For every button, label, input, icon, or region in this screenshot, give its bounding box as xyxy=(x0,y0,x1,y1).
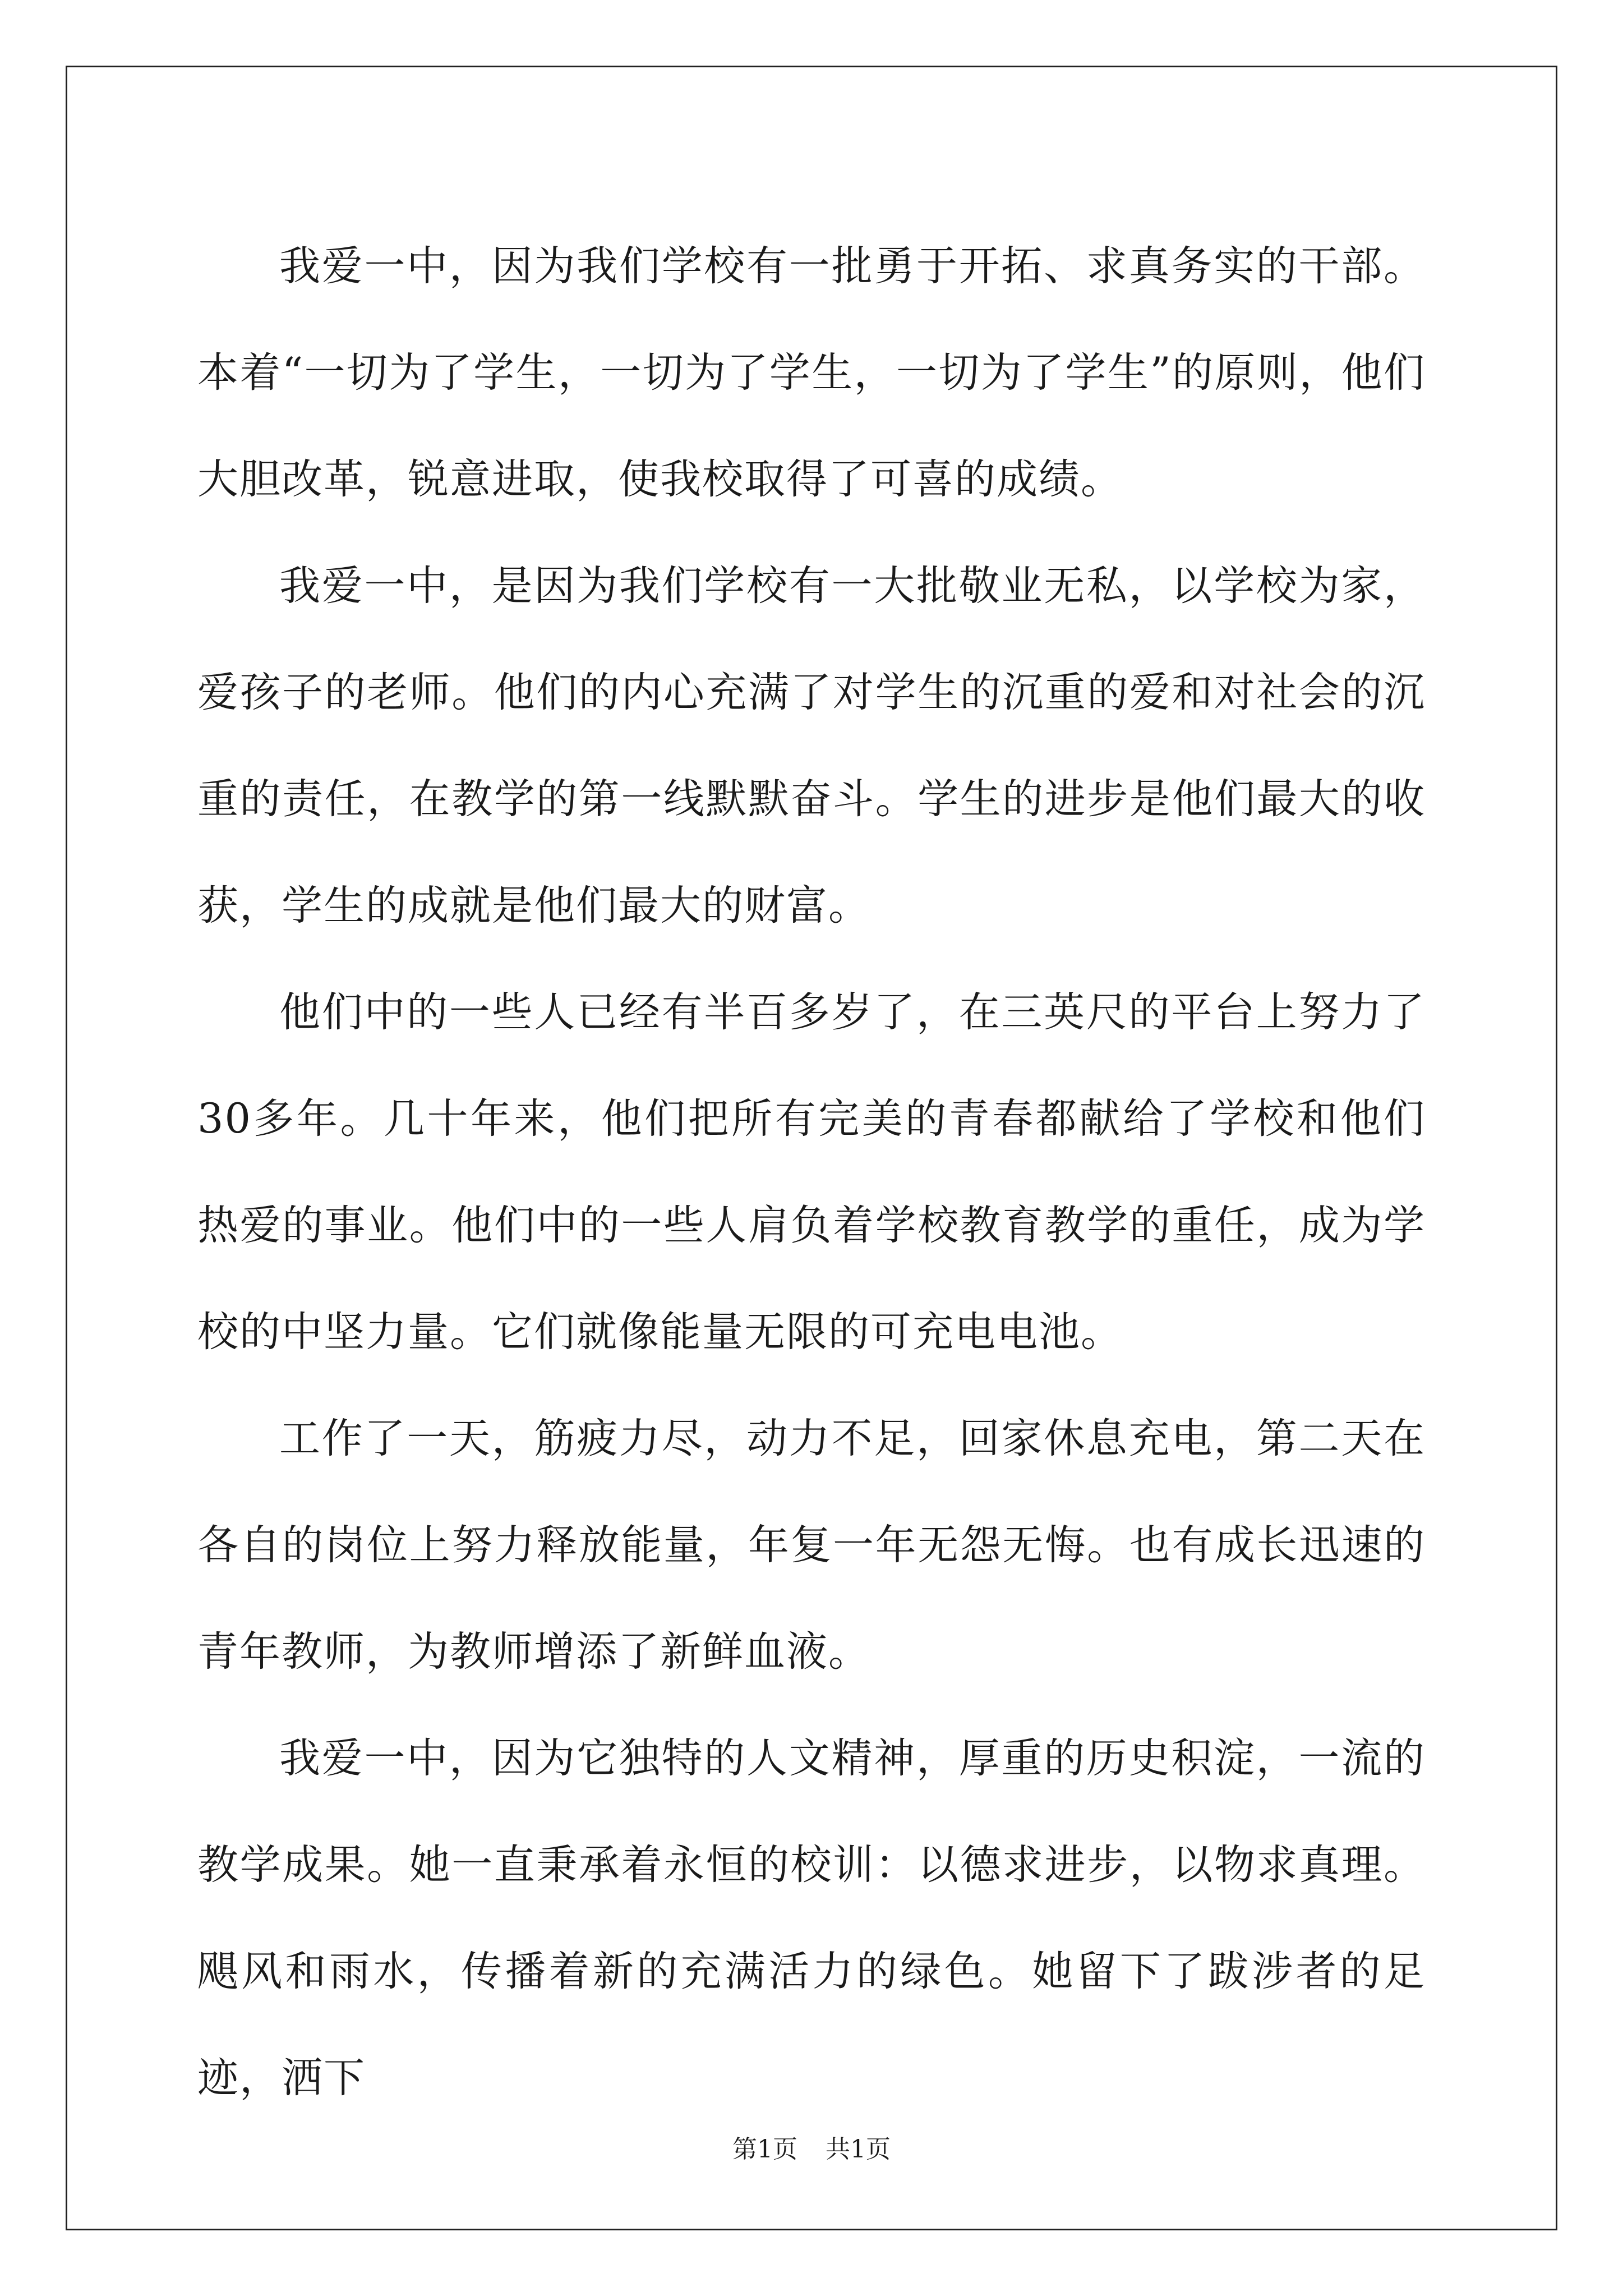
paragraph-4: 工作了一天，筋疲力尽，动力不足，回家休息充电，第二天在各自的岗位上努力释放能量，年复一年无怨无悔。也有成长迅速的青年教师，为教师增添了新鲜血液。 xyxy=(197,1415,1426,1676)
document-body xyxy=(197,213,1426,2132)
page-footer xyxy=(0,2129,1623,2165)
paragraph-1: 我爱一中，因为我们学校有一批勇于开拓、求真务实的干部。本着“一切为了学生，一切为了学生，一切为了学生”的原则，他们大胆改革，锐意进取，使我校取得了可喜的成绩。 xyxy=(197,242,1426,503)
page-number-total: 共1页 xyxy=(826,2135,891,2164)
paragraph-5: 我爱一中，因为它独特的人文精神，厚重的历史积淀，一流的教学成果。她一直秉承着永恒的校训：以德求进步，以物求真理。飓风和雨水，传播着新的充满活力的绿色。她留下了跋涉者的足迹，洒下 xyxy=(197,1734,1426,2102)
paragraph-3: 他们中的一些人已经有半百多岁了，在三英尺的平台上努力了30多年。几十年来，他们把所有完美的青春都献给了学校和他们热爱的事业。他们中的一些人肩负着学校教育教学的重任，成为学校的中坚力量。它们就像能量无限的可充电电池。 xyxy=(197,988,1426,1356)
paragraph-2: 我爱一中，是因为我们学校有一大批敬业无私，以学校为家，爱孩子的老师。他们的内心充满了对学生的沉重的爱和对社会的沉重的责任，在教学的第一线默默奋斗。学生的进步是他们最大的收获，学生的成就是他们最大的财富。 xyxy=(197,562,1426,930)
page-number-current: 第1页 xyxy=(732,2135,797,2164)
